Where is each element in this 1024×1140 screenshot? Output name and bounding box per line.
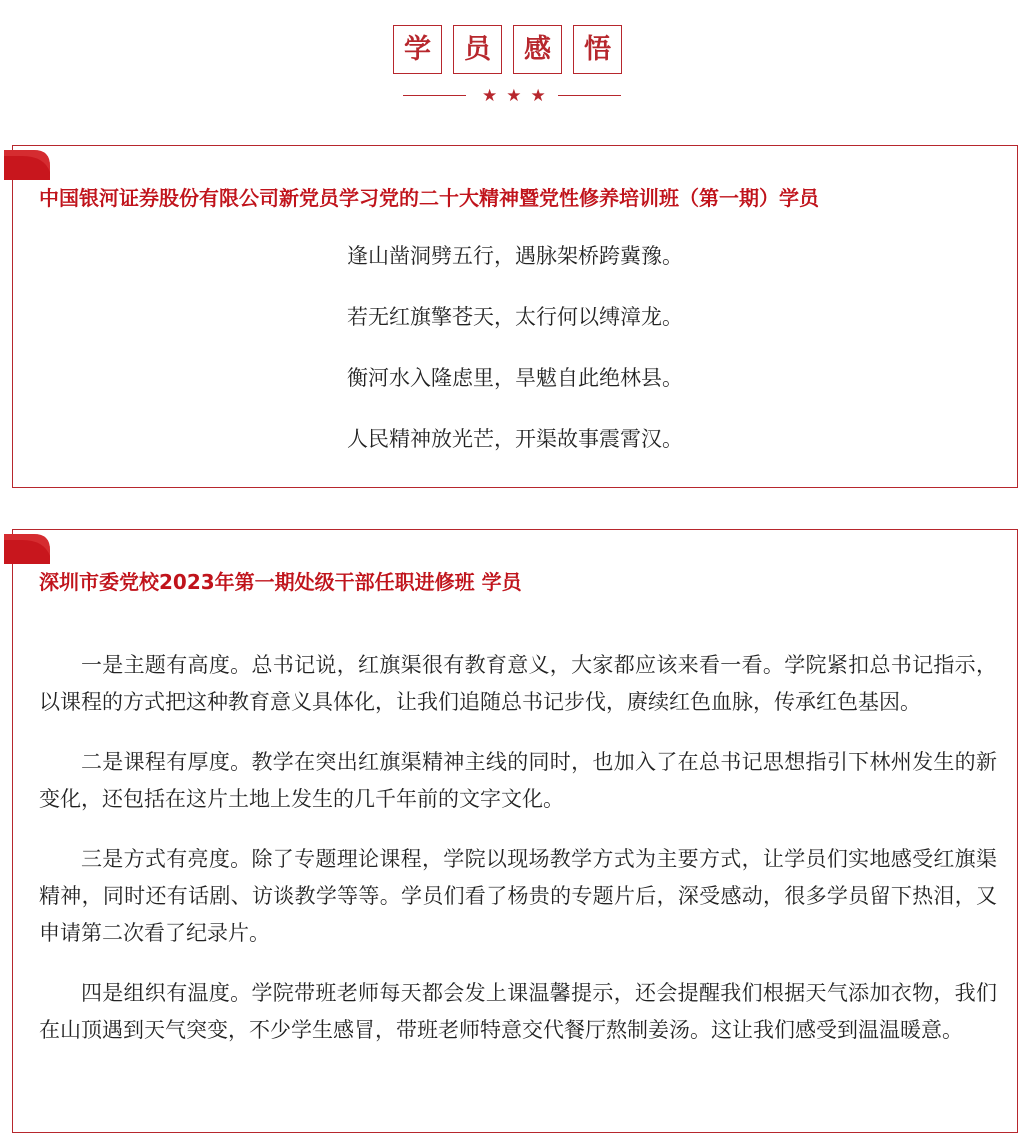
star-icons: ★★★	[482, 86, 555, 106]
poem-line: 衡河水入隆虑里，旱魃自此绝林县。	[347, 366, 683, 390]
poem-line: 逢山凿洞劈五行，遇脉架桥跨冀豫。	[347, 244, 683, 268]
title-char-box: 学	[393, 25, 442, 74]
paragraph: 三是方式有亮度。除了专题理论课程，学院以现场教学方式为主要方式，让学员们实地感受红旗渠精神，同时还有话剧、访谈教学等等。学员们看了杨贵的专题片后，深受感动，很多学员留下热泪，又申请第二次看了纪录片。	[39, 847, 997, 945]
title-divider	[403, 86, 621, 106]
corner-ribbon-icon	[4, 534, 50, 564]
divider-line-left	[403, 95, 466, 96]
title-char-box: 员	[453, 25, 502, 74]
testimonial-card-2	[12, 529, 1018, 1133]
section-heading: 中国银河证券股份有限公司新党员学习党的二十大精神暨党性修养培训班（第一期）学员	[39, 186, 819, 210]
divider-line-right	[558, 95, 621, 96]
poem-line: 若无红旗擎苍天，太行何以缚漳龙。	[347, 305, 683, 329]
poem-line: 人民精神放光芒，开渠故事震霄汉。	[347, 427, 683, 451]
paragraph: 一是主题有高度。总书记说，红旗渠很有教育意义，大家都应该来看一看。学院紧扣总书记指示，以课程的方式把这种教育意义具体化，让我们追随总书记步伐，赓续红色血脉，传承红色基因。	[39, 653, 997, 714]
page-title	[393, 25, 622, 74]
title-char-box: 感	[513, 25, 562, 74]
corner-ribbon-icon	[4, 150, 50, 180]
title-char-box: 悟	[573, 25, 622, 74]
paragraph: 四是组织有温度。学院带班老师每天都会发上课温馨提示，还会提醒我们根据天气添加衣物，我们在山顶遇到天气突变，不少学生感冒，带班老师特意交代餐厅熬制姜汤。这让我们感受到温温暖意。	[39, 981, 997, 1042]
poem	[13, 242, 1017, 486]
section-heading: 深圳市委党校2023年第一期处级干部任职进修班 学员	[39, 570, 522, 594]
testimonial-card-1	[12, 145, 1018, 488]
paragraph: 二是课程有厚度。教学在突出红旗渠精神主线的同时，也加入了在总书记思想指引下林州发生的新变化，还包括在这片土地上发生的几千年前的文字文化。	[39, 750, 997, 811]
testimonial-body	[39, 626, 997, 1072]
